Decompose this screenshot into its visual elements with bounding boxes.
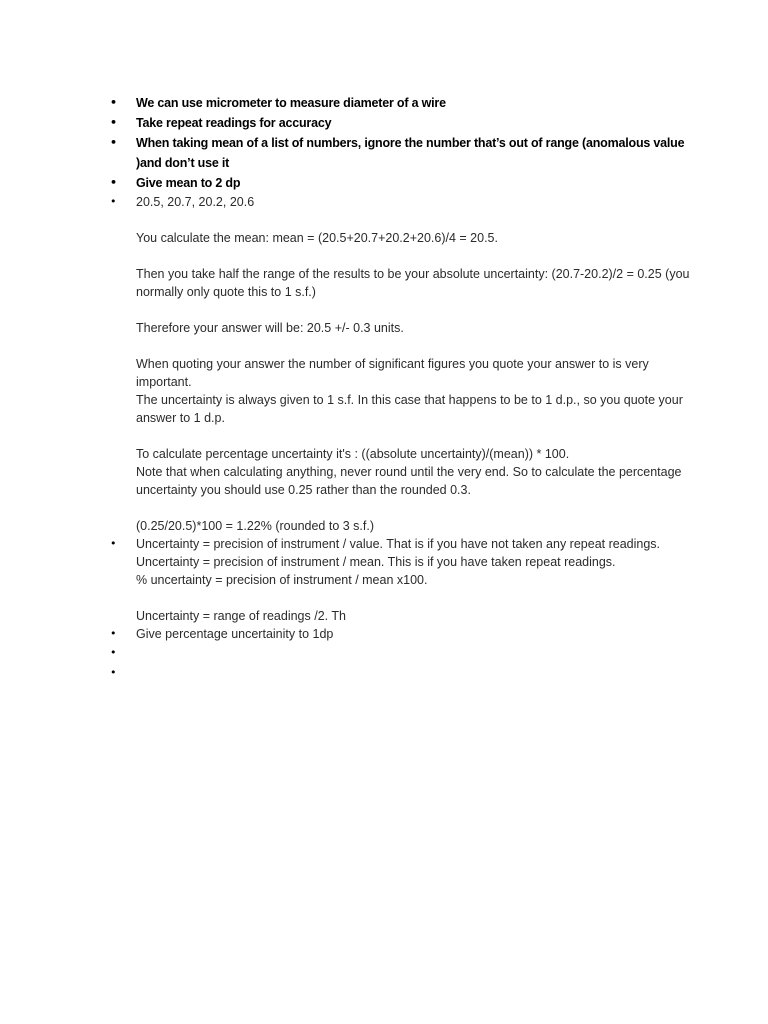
uncertainty-mean-rule: Uncertainty = precision of instrument / mean. This is if you have taken repeat readings. [136,555,616,569]
mean-calculation: You calculate the mean: mean = (20.5+20.7+20.2+20.6)/4 = 20.5. [136,231,498,245]
half-range-uncertainty: Then you take half the range of the results to be your absolute uncertainty: (20.7-20.2)/2 = 0.25 (you normally only quote this to 1 s.f.) [136,267,690,299]
uncertainty-rules [136,535,690,589]
sig-figs-block [136,355,690,427]
example-values: 20.5, 20.7, 20.2, 20.6 [136,195,255,209]
bullet-icon: • [110,195,117,208]
list-item [110,93,690,113]
empty-list-item [110,663,690,683]
list-item-uncertainty [110,535,690,625]
bullet-icon: • [110,537,117,550]
bullet-icon: • [110,116,117,129]
percent-formula: To calculate percentage uncertainty it's : ((absolute uncertainty)/(mean)) * 100. [136,447,570,461]
bullet-icon: • [110,176,117,189]
list-item [110,113,690,133]
bullet-icon: • [110,136,117,149]
bullet-icon: • [110,627,117,640]
note-micrometer: We can use micrometer to measure diameter of a wire [136,96,446,110]
list-item [110,625,690,643]
list-item [110,173,690,193]
percent-block [136,445,690,499]
bullet-icon: • [110,646,117,659]
bullet-icon: • [110,666,117,679]
uncertainty-range-rule: Uncertainty = range of readings /2. Th [136,609,346,623]
sig-figs-importance: When quoting your answer the number of significant figures you quote your answer to is very important. [136,357,649,389]
rounding-note: Note that when calculating anything, never round until the very end. So to calculate the percentage uncertainty you should use 0.25 rather than the rounded 0.3. [136,465,682,497]
note-repeat-readings: Take repeat readings for accuracy [136,116,332,130]
percent-uncertainty-rule: % uncertainty = precision of instrument / mean x100. [136,573,428,587]
note-mean-dp: Give mean to 2 dp [136,176,241,190]
final-answer: Therefore your answer will be: 20.5 +/- 0.3 units. [136,321,404,335]
list-item [110,133,690,173]
bullet-icon: • [110,96,117,109]
percent-result: (0.25/20.5)*100 = 1.22% (rounded to 3 s.f.) [136,519,375,533]
bullet-list [110,93,690,683]
empty-list-item [110,643,690,663]
uncertainty-value-rule: Uncertainty = precision of instrument / value. That is if you have not taken any repeat readings. [136,537,661,551]
note-anomalous-value: When taking mean of a list of numbers, ignore the number that’s out of range (anomalous value )and don’t use it [136,136,685,170]
list-item-example [110,193,690,535]
sig-figs-rule: The uncertainty is always given to 1 s.f. In this case that happens to be to 1 d.p., so you quote your answer to 1 d.p. [136,393,683,425]
note-percent-dp: Give percentage uncertainity to 1dp [136,627,334,641]
